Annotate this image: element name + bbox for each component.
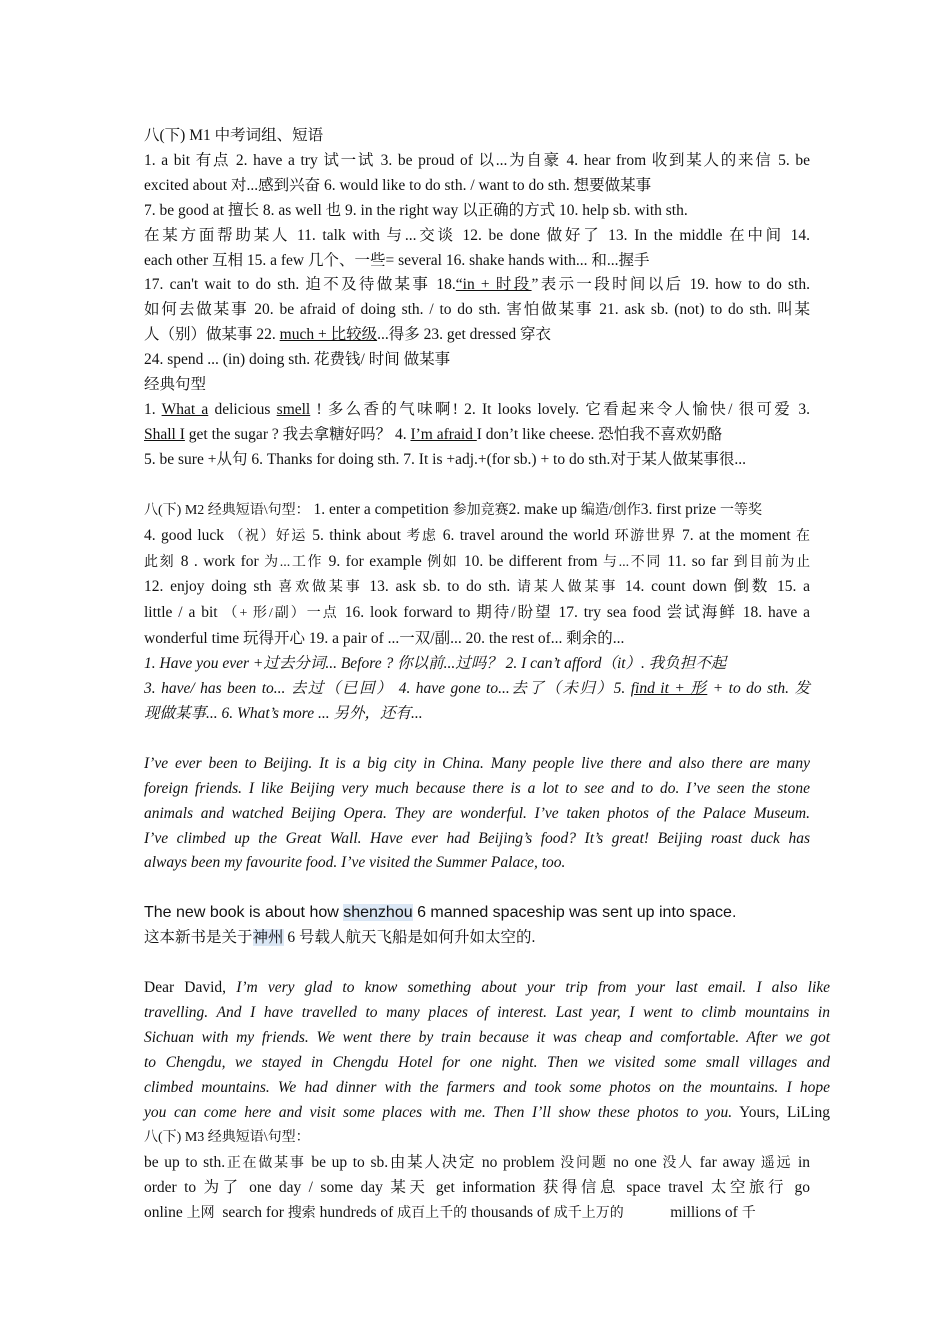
m2-sentence-line: 1. Have you ever +过去分词... Before ? 你以前...过吗？ 2. I can’t afford（it）. 我负担不起 <box>144 655 727 673</box>
m2-line: little / a bit （+ 形/副）一点 16. look forward to 期待/盼望 17. try sea food 尝试海鲜 18. have a <box>144 604 810 622</box>
underlined-phrase: much + 比较级 <box>279 326 378 344</box>
document-page <box>144 124 831 1227</box>
letter-line: Sichuan with my friends. We went there by train because it was cheap and comfortable. After we got <box>144 1029 830 1046</box>
m1-line: 24. spend ... (in) doing sth. 花费钱/ 时间 做某事 <box>144 351 451 369</box>
m2-line: wonderful time 玩得开心 19. a pair of ...一双/副... 20. the rest of... 剩余的... <box>144 630 625 648</box>
letter-line: Dear David, I’m very glad to know something about your trip from your last email. I also like <box>144 979 831 997</box>
m1-line: excited about 对...感到兴奋 6. would like to do sth. / want to do sth. 想要做某事 <box>144 176 652 194</box>
m1-line: 17. can't wait to do sth. 迫不及待做某事 18.“in + 时段”表示一段时间以后 19. how to do sth. <box>144 276 810 294</box>
m1-line: 1. a bit 有点 2. have a try 试一试 3. be proud of 以...为自豪 4. hear from 收到某人的来信 5. be <box>144 151 810 169</box>
m1-title: 八(下) M1 中考词组、短语 <box>144 127 324 144</box>
beijing-paragraph-line: animals and watched Beijing Opera. They are wonderful. I’ve taken photos of the Palace Museum. <box>144 804 810 822</box>
beijing-paragraph-line: I’ve climbed up the Great Wall. Have ever had Beijing’s food? It’s great! Beijing roast duck has <box>144 829 810 847</box>
m1-sentence-line: 1. What a delicious smell ! 多么香的气味啊! 2. It looks lovely. 它看起来令人愉快/ 很可爱 3. <box>144 400 810 418</box>
m2-sentence-line: 现做某事... 6. What’s more ... 另外，还有... <box>144 704 423 722</box>
m3-title: 八(下) M3 经典短语\句型： <box>144 1129 310 1145</box>
m2-line: 4. good luck （祝）好运 5. think about 考虑 6. travel around the world 环游世界 7. at the moment 在 <box>144 526 811 544</box>
beijing-paragraph-line: foreign friends. I like Beijing very much because there is a lot to see and to do. I’ve seen the stone <box>144 779 810 797</box>
book-sentence-zh: 这本新书是关于神州 6 号载人航天飞船是如何升如太空的. <box>144 929 536 947</box>
sentence-patterns-heading: 经典句型 <box>144 376 207 394</box>
m3-line: online 上网 search for 搜索 hundreds of 成百上千的 thousands of 成千上万的 millions of 千 <box>144 1204 756 1222</box>
m2-line: 12. enjoy doing sth 喜欢做某事 13. ask sb. to do sth. 请某人做某事 14. count down 倒数 15. a <box>144 578 811 596</box>
letter-line: you can come here and visit some places with me. Then I’ll show these photos to you. Yours, LiLing <box>144 1103 830 1121</box>
book-sentence-en: The new book is about how shenzhou 6 manned spaceship was sent up into space. <box>144 904 737 922</box>
beijing-paragraph-line: always been my favourite food. I’ve visited the Summer Palace, too. <box>144 854 566 872</box>
m1-line: each other 互相 15. a few 几个、一些= several 16. shake hands with... 和...握手 <box>144 251 650 269</box>
m1-line: 7. be good at 擅长 8. as well 也 9. in the right way 以正确的方式 10. help sb. with sth. <box>144 201 688 219</box>
m1-sentence-line: Shall I get the sugar ? 我去拿糖好吗？ 4. I’m afraid I don’t like cheese. 恐怕我不喜欢奶酪 <box>144 425 723 443</box>
m1-sentence-line: 5. be sure +从句 6. Thanks for doing sth. 7. It is +adj.+(for sb.) + to do sth.对于某人做某事很... <box>144 450 746 468</box>
letter-line: climbed mountains. We had dinner with the farmers and took some photos on the mountains. I hope <box>144 1078 830 1096</box>
underlined-phrase: “in + 时段 <box>455 276 532 294</box>
beijing-paragraph-line: I’ve ever been to Beijing. It is a big city in China. Many people live there and also there are many <box>144 754 810 772</box>
letter-line: to Chengdu, we stayed in Chengdu Hotel for one night. Then we visited some small villages and <box>144 1053 830 1071</box>
highlighted-word: shenzhou <box>343 904 413 922</box>
letter-line: travelling. And I have travelled to many places of interest. Last year, I went to climb mountains in <box>144 1004 830 1022</box>
m3-line: be up to sth.正在做某事 be up to sb.由某人决定 no problem 没问题 no one 没人 far away 遥远 in <box>144 1153 811 1171</box>
m1-line: 人（别）做某事 22. much + 比较级...得多 23. get dressed 穿衣 <box>144 326 551 344</box>
m2-sentence-line: 3. have/ has been to... 去过（已回） 4. have gone to...去了（未归）5. find it + 形 + to do sth. 发 <box>144 680 810 698</box>
m1-line: 在某方面帮助某人 11. talk with 与...交谈 12. be done 做好了 13. In the middle 在中间 14. <box>144 226 810 244</box>
highlighted-word: 神州 <box>252 929 284 947</box>
m2-line: 此刻 8 . work for 为...工作 9. for example 例如 10. be different from 与...不同 11. so far 到目前为止 <box>144 552 811 570</box>
m2-line: 八(下) M2 经典短语\句型： 1. enter a competition 参加竞赛2. make up 编造/创作3. first prize 一等奖 <box>144 500 762 518</box>
m1-line: 如何去做某事 20. be afraid of doing sth. / to do sth. 害怕做某事 21. ask sb. (not) to do sth. 叫某 <box>144 301 810 319</box>
m3-line: order to 为了 one day / some day 某天 get information 获得信息 space travel 太空旅行 go <box>144 1179 810 1197</box>
